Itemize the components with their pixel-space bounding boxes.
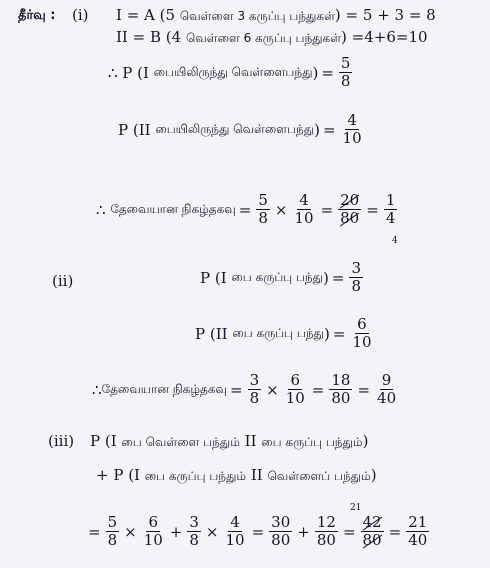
line-3-pre: ∴ P (I	[108, 63, 149, 82]
line-9-tamil-2: பை கருப்பு பந்தும்	[261, 435, 363, 449]
line-5-tamil: தேவையான நிகழ்தகவு	[110, 201, 236, 216]
line-11-fraction-a: $\frac{5}{8}$	[107, 513, 118, 549]
line-5-fraction-3-cancelled: $\frac{20}{80}$	[340, 191, 360, 227]
line-5-therefore: ∴	[96, 200, 106, 219]
line-8-fraction-3: $\frac{18}{80}$	[331, 371, 351, 407]
line-11-fraction-h: $\frac{12}{80}$	[316, 513, 336, 549]
line-8: ∴ தேவையான நிகழ்தகவு = $\frac{3}{8}$ × $\frac{6}{10}$ = $\frac{18}{80}$ = $\frac{9}{40}$	[92, 371, 397, 407]
line-10-close: )	[370, 466, 377, 484]
line-2-tamil: வெள்ளை 6 கருப்பு பந்துகள்	[185, 31, 342, 45]
line-6-equals: =	[331, 268, 345, 287]
part-iii-label: (iii)	[48, 432, 75, 450]
line-4-pre: P (II	[118, 120, 151, 139]
line-5-fraction-4: $\frac{1}{4}$	[385, 191, 396, 227]
line-2-lhs: II = B (4	[116, 28, 182, 46]
line-1-tamil: வெள்ளை 3 கருப்பு பந்துகள்	[179, 9, 335, 23]
part-ii-label: (ii)	[52, 272, 74, 290]
line-7-close: )	[323, 324, 330, 343]
line-11-cancel-result: 21	[350, 503, 362, 513]
line-10-tamil-2: வெள்ளைப் பந்தும்	[267, 469, 371, 483]
line-4-equals: =	[322, 120, 336, 139]
line-8-tamil: தேவையான நிகழ்தகவு	[101, 381, 227, 396]
line-2	[116, 28, 428, 47]
line-2-rhs: ) =4+6=10	[341, 28, 428, 46]
line-7	[195, 316, 376, 351]
line-7-fraction: $\frac{6}{10}$	[352, 315, 372, 351]
line-3-tamil: பையிலிருந்து வெள்ளைபந்து	[153, 64, 313, 79]
line-11-fraction-g: $\frac{30}{80}$	[271, 513, 291, 549]
line-10-tamil-1: பை கருப்பு பந்தும்	[144, 469, 247, 483]
line-6	[200, 260, 365, 295]
line-5-fraction-1: $\frac{5}{8}$	[258, 191, 268, 227]
part-i-label: (i)	[72, 6, 89, 24]
line-11-fraction-c: $\frac{3}{8}$	[189, 513, 199, 549]
line-9-tamil-1: பை வெள்ளை பந்தும்	[121, 435, 240, 449]
line-8-therefore: ∴	[92, 380, 102, 399]
line-8-fraction-1: $\frac{3}{8}$	[249, 371, 260, 407]
solution-heading: தீர்வு :	[18, 8, 56, 23]
line-10-pre: + P (I	[96, 466, 140, 484]
line-6-pre: P (I	[200, 268, 227, 287]
line-7-pre: P (II	[195, 324, 228, 343]
line-1-rhs: ) = 5 + 3 = 8	[334, 6, 436, 24]
line-9-close: )	[362, 432, 369, 450]
line-8-fraction-4: $\frac{9}{40}$	[377, 371, 397, 407]
line-4	[118, 112, 366, 147]
line-11-fraction-b: $\frac{6}{10}$	[143, 513, 163, 549]
line-6-tamil: பை கருப்பு பந்து	[231, 269, 324, 284]
line-5-cancel-result: 4	[392, 236, 398, 246]
line-11-fraction-e: $\frac{4}{10}$	[225, 513, 245, 549]
line-3	[108, 55, 354, 90]
line-5-fraction-2: $\frac{4}{10}$	[294, 191, 314, 227]
line-1	[116, 6, 436, 25]
line-7-tamil: பை கருப்பு பந்து	[232, 325, 324, 340]
line-3-close: )	[312, 63, 319, 82]
line-10	[96, 466, 377, 485]
line-11-fraction-k-cancelled: $\frac{42}{80}$	[362, 513, 382, 549]
line-6-fraction: $\frac{3}{8}$	[351, 259, 362, 295]
line-3-fraction: $\frac{5}{8}$	[340, 54, 351, 90]
line-4-fraction: $\frac{4}{10}$	[342, 111, 362, 147]
line-1-lhs: I = A (5	[116, 6, 176, 24]
line-5: ∴ தேவையான நிகழ்தகவு = $\frac{5}{8}$ × $\frac{4}{10}$ = $\frac{20}{80}$ = $\frac{1}{4}$	[96, 191, 396, 227]
line-9-pre: P (I	[90, 432, 117, 450]
line-9	[90, 432, 368, 451]
line-7-equals: =	[332, 324, 346, 343]
line-6-close: )	[323, 268, 329, 287]
line-10-mid: II	[250, 466, 263, 484]
line-4-close: )	[314, 120, 320, 139]
line-3-equals: =	[321, 63, 334, 82]
line-11: = $\frac{5}{8}$ × $\frac{6}{10}$ + $\frac{3}{8}$ × $\frac{4}{10}$ = $\frac{30}{80}$ + $\frac{12}{80}$ = $\frac{42}{80}$ = $\frac{21}{40}$	[88, 513, 428, 549]
line-4-tamil: பையிலிருந்து வெள்ளைபந்து	[155, 121, 315, 136]
line-9-mid: II	[244, 432, 257, 450]
line-11-fraction-m: $\frac{21}{40}$	[408, 513, 428, 549]
line-8-fraction-2: $\frac{6}{10}$	[285, 371, 305, 407]
